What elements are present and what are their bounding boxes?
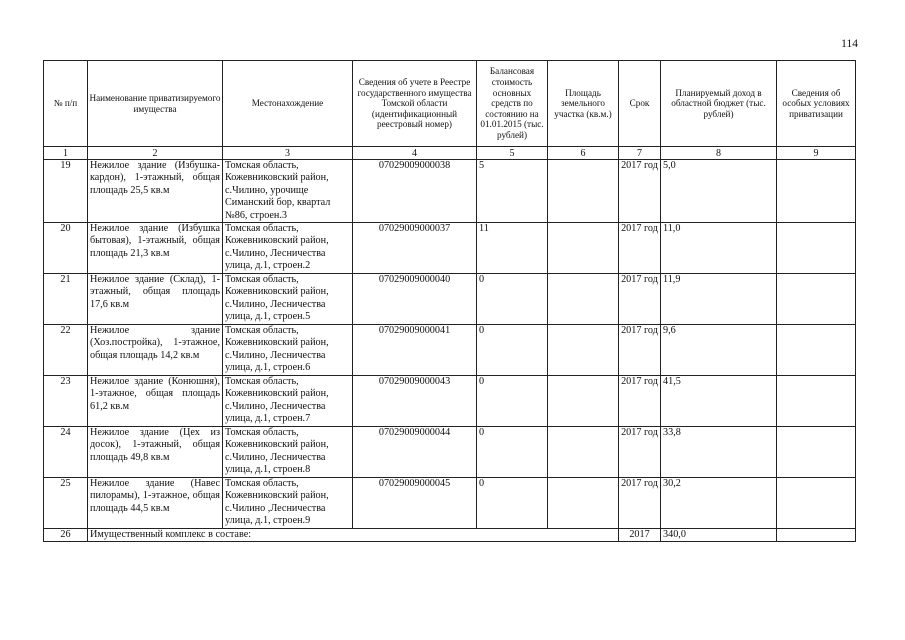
land-area (548, 376, 619, 427)
row-number: 25 (44, 478, 88, 529)
special-conditions (777, 427, 856, 478)
property-location: Томская область, Кожевниковский район, с.Чилино, Лесничества улица, д.1, строен.5 (223, 274, 353, 325)
header-balance: Балансовая стоимость основных средств по состоянию на 01.01.2015 (тыс. рублей) (477, 61, 548, 147)
header-registry: Сведения об учете в Реестре государственного имущества Томской области (идентификационный реестровый номер) (353, 61, 477, 147)
planned-income: 33,8 (661, 427, 777, 478)
row-number: 22 (44, 325, 88, 376)
column-number: 4 (353, 147, 477, 160)
table-row (44, 160, 856, 223)
table-row (44, 274, 856, 325)
term: 2017 (619, 529, 661, 542)
header-area: Площадь земельного участка (кв.м.) (548, 61, 619, 147)
property-location: Томская область, Кожевниковский район, с.Чилино ,Лесничества улица, д.1, строен.9 (223, 478, 353, 529)
registry-number: 07029009000043 (353, 376, 477, 427)
land-area (548, 223, 619, 274)
header-num: № п/п (44, 61, 88, 147)
property-name: Нежилое здание (Цех из досок), 1-этажный, общая площадь 49,8 кв.м (88, 427, 223, 478)
registry-number: 07029009000040 (353, 274, 477, 325)
complex-description: Имущественный комплекс в составе: (88, 529, 619, 542)
header-income: Планируемый доход в областной бюджет (тыс. рублей) (661, 61, 777, 147)
property-name: Нежилое здание (Конюшня), 1-этажное, общая площадь 61,2 кв.м (88, 376, 223, 427)
planned-income: 340,0 (661, 529, 777, 542)
special-conditions (777, 376, 856, 427)
row-number: 21 (44, 274, 88, 325)
column-number: 2 (88, 147, 223, 160)
table-row (44, 376, 856, 427)
property-location: Томская область, Кожевниковский район, с.Чилино, Лесничества улица, д.1, строен.8 (223, 427, 353, 478)
page-number: 114 (841, 38, 858, 50)
planned-income: 41,5 (661, 376, 777, 427)
table-row (44, 325, 856, 376)
table-row (44, 427, 856, 478)
special-conditions (777, 223, 856, 274)
special-conditions (777, 529, 856, 542)
column-number: 1 (44, 147, 88, 160)
header-location: Местонахождение (223, 61, 353, 147)
planned-income: 11,0 (661, 223, 777, 274)
property-name: Нежилое здание (Избушка бытовая), 1-этажный, общая площадь 21,3 кв.м (88, 223, 223, 274)
term: 2017 год (619, 274, 661, 325)
row-number: 26 (44, 529, 88, 542)
row-number: 24 (44, 427, 88, 478)
property-name: Нежилое здание (Хоз.постройка), 1-этажное, общая площадь 14,2 кв.м (88, 325, 223, 376)
balance-value: 5 (477, 160, 548, 223)
planned-income: 11,9 (661, 274, 777, 325)
table-row (44, 529, 856, 542)
registry-number: 07029009000041 (353, 325, 477, 376)
registry-number: 07029009000038 (353, 160, 477, 223)
property-location: Томская область, Кожевниковский район, с.Чилино, Лесничества улица, д.1, строен.6 (223, 325, 353, 376)
property-location: Томская область, Кожевниковский район, с.Чилино, Лесничества улица, д.1, строен.2 (223, 223, 353, 274)
special-conditions (777, 160, 856, 223)
column-number: 9 (777, 147, 856, 160)
column-number: 7 (619, 147, 661, 160)
registry-number: 07029009000044 (353, 427, 477, 478)
special-conditions (777, 478, 856, 529)
property-name: Нежилое здание (Навес пилорамы), 1-этажное, общая площадь 44,5 кв.м (88, 478, 223, 529)
property-name: Нежилое здание (Избушка-кардон), 1-этажный, общая площадь 25,5 кв.м (88, 160, 223, 223)
registry-number: 07029009000037 (353, 223, 477, 274)
property-location: Томская область, Кожевниковский район, с.Чилино, Лесничества улица, д.1, строен.7 (223, 376, 353, 427)
column-number: 3 (223, 147, 353, 160)
property-location: Томская область, Кожевниковский район, с.Чилино, урочище Симанский бор, квартал №86, строен.3 (223, 160, 353, 223)
balance-value: 11 (477, 223, 548, 274)
balance-value: 0 (477, 325, 548, 376)
table-row (44, 478, 856, 529)
column-number: 8 (661, 147, 777, 160)
header-row (44, 61, 856, 147)
header-conditions: Сведения об особых условиях приватизации (777, 61, 856, 147)
balance-value: 0 (477, 376, 548, 427)
privatization-table (43, 60, 856, 542)
term: 2017 год (619, 223, 661, 274)
term: 2017 год (619, 160, 661, 223)
land-area (548, 427, 619, 478)
table-row (44, 223, 856, 274)
term: 2017 год (619, 376, 661, 427)
header-name: Наименование приватизируемого имущества (88, 61, 223, 147)
planned-income: 9,6 (661, 325, 777, 376)
balance-value: 0 (477, 427, 548, 478)
term: 2017 год (619, 478, 661, 529)
row-number: 19 (44, 160, 88, 223)
land-area (548, 478, 619, 529)
property-name: Нежилое здание (Склад), 1-этажный, общая площадь 17,6 кв.м (88, 274, 223, 325)
special-conditions (777, 325, 856, 376)
column-number: 5 (477, 147, 548, 160)
term: 2017 год (619, 325, 661, 376)
header-term: Срок (619, 61, 661, 147)
column-number: 6 (548, 147, 619, 160)
balance-value: 0 (477, 478, 548, 529)
planned-income: 30,2 (661, 478, 777, 529)
land-area (548, 325, 619, 376)
land-area (548, 160, 619, 223)
special-conditions (777, 274, 856, 325)
term: 2017 год (619, 427, 661, 478)
registry-number: 07029009000045 (353, 478, 477, 529)
land-area (548, 274, 619, 325)
row-number: 20 (44, 223, 88, 274)
balance-value: 0 (477, 274, 548, 325)
column-number-row (44, 147, 856, 160)
row-number: 23 (44, 376, 88, 427)
planned-income: 5,0 (661, 160, 777, 223)
